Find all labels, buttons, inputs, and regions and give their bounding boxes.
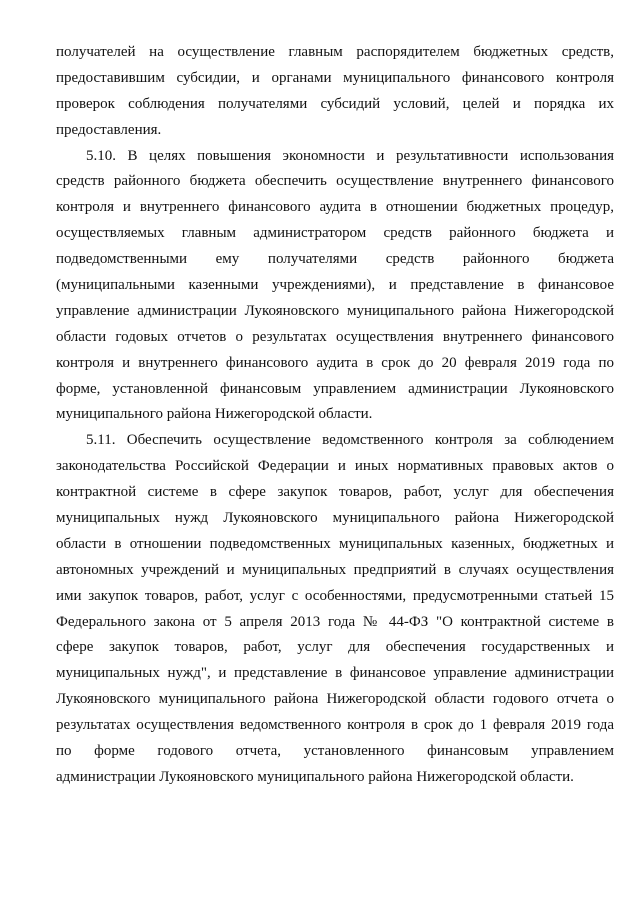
text-line: подведомственными ему получателями средств районного бюджета [56, 251, 614, 268]
text-line: контроля и внутреннего финансового аудита в отношении бюджетных процедур, [56, 199, 614, 216]
text-line: ими закупок товаров, работ, услуг с особенностями, предусмотренными статьей 15 [56, 587, 614, 604]
text-line: предоставления. [56, 121, 162, 138]
text-line: сфере закупок товаров, работ, услуг для обеспечения государственных и [56, 639, 614, 656]
text-line: 5.11. Обеспечить осуществление ведомственного контроля за соблюдением [86, 432, 614, 449]
text-line: по форме годового отчета, установленного финансовым управлением [56, 743, 614, 760]
text-line: законодательства Российской Федерации и иных нормативных правовых актов о [56, 458, 614, 475]
paragraph-continuation [56, 40, 614, 144]
text-line: средств районного бюджета обеспечить осуществление внутреннего финансового [56, 173, 614, 190]
text-line: получателей на осуществление главным распорядителем бюджетных средств, [56, 44, 614, 60]
text-line: администрации Лукояновского муниципального района Нижегородской области. [56, 768, 574, 785]
text-line: муниципальных нужд Лукояновского муниципального района Нижегородской [56, 510, 614, 527]
text-line: 5.10. В целях повышения экономности и результативности использования [86, 147, 614, 164]
text-line: осуществляемых главным администратором средств районного бюджета и [56, 225, 614, 242]
text-line: области в отношении подведомственных муниципальных казенных, бюджетных и [56, 535, 614, 552]
text-line: управление администрации Лукояновского муниципального района Нижегородской [56, 302, 614, 319]
text-line: результатах осуществления ведомственного контроля в срок до 1 февраля 2019 года [56, 717, 614, 734]
text-line: предоставившим субсидии, и органами муниципального финансового контроля [56, 69, 614, 86]
paragraph-item-5-11 [56, 428, 614, 790]
text-line: муниципального района Нижегородской области. [56, 406, 373, 423]
text-line: форме, установленной финансовым управлением администрации Лукояновского [56, 380, 614, 397]
text-line: области годовых отчетов о результатах осуществления внутреннего финансового [56, 328, 614, 345]
text-line: (муниципальными казенными учреждениями), и представление в финансовое [56, 277, 614, 294]
text-line: Лукояновского муниципального района Нижегородской области годового отчета о [56, 691, 614, 708]
paragraph-item-5-10 [56, 144, 614, 429]
text-line: проверок соблюдения получателями субсидий условий, целей и порядка их [56, 95, 614, 112]
document-page [56, 40, 614, 791]
text-line: контрактной системе в сфере закупок товаров, работ, услуг для обеспечения [56, 484, 614, 501]
text-line: Федерального закона от 5 апреля 2013 года № 44-ФЗ "О контрактной системе в [56, 613, 614, 630]
text-line: муниципальных нужд", и представление в финансовое управление администрации [56, 665, 614, 682]
text-line: автономных учреждений и муниципальных предприятий в случаях осуществления [56, 561, 614, 578]
text-line: контроля и внутреннего финансового аудита в срок до 20 февраля 2019 года по [56, 354, 614, 371]
